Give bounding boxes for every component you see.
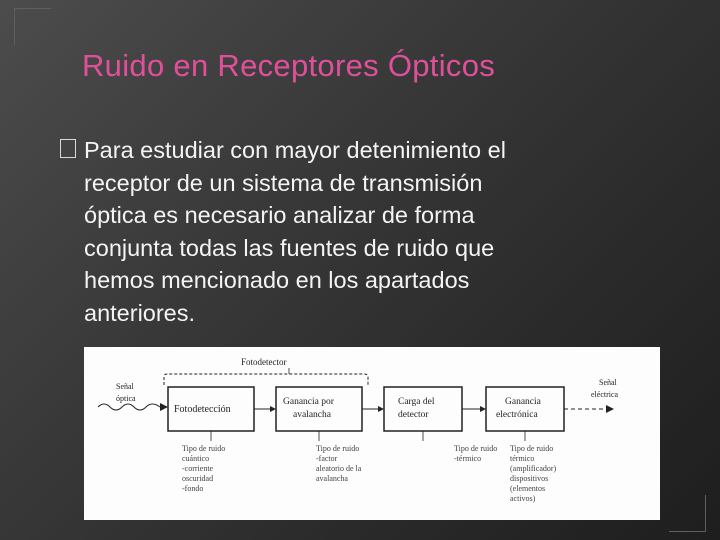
noise-note-2 [316, 444, 362, 483]
output-arrow-icon [606, 405, 614, 413]
block-1-line1: Fotodetección [174, 404, 231, 415]
optical-wave [98, 404, 160, 410]
photodetector-bracket [164, 374, 368, 385]
noise-note-1 [182, 444, 225, 493]
receiver-noise-diagram [84, 347, 660, 520]
note-4-line-6: activos) [510, 494, 536, 503]
noise-note-3 [454, 444, 497, 463]
output-label-1: Señal [599, 378, 617, 387]
arrow-2-icon [378, 406, 384, 412]
note-4-line-4: dispositivos [510, 474, 549, 483]
note-4-line-2: térmico [510, 454, 535, 463]
block-3-line1: Carga del [398, 397, 435, 407]
note-4-line-3: (amplificador) [510, 464, 557, 473]
block-4-line2: electrónica [496, 410, 538, 420]
noise-note-4 [510, 444, 557, 503]
slide-body [60, 134, 660, 329]
block-3-line2: detector [398, 410, 429, 420]
input-label-1: Señal [116, 382, 134, 391]
note-1-line-2: cuántico [182, 454, 210, 463]
block-2-line1: Ganancia por [283, 397, 334, 407]
arrow-3-icon [480, 406, 486, 412]
note-4-line-1: Tipo de ruido [510, 444, 554, 453]
note-4-line-5: (elementos [510, 484, 546, 493]
bullet-text: Para estudiar con mayor detenimiento el receptor de un sistema de transmisión óptica es necesario analizar de forma conjunta todas las fuentes de ruido que hemos mencionado en los apartados anteriores. [84, 137, 506, 326]
block-avalanche-gain [276, 387, 362, 431]
note-1-line-4: oscuridad [182, 474, 214, 483]
arrow-1-icon [270, 406, 276, 412]
block-2-line2: avalancha [293, 410, 331, 420]
note-1-line-3: -corriente [182, 464, 214, 473]
slide-title: Ruido en Receptores Ópticos [82, 48, 496, 83]
note-1-line-5: -fondo [182, 484, 204, 493]
photodetector-label: Fotodetector [241, 357, 287, 367]
block-detector-load [384, 387, 462, 431]
input-label-2: óptica [116, 394, 136, 403]
block-4-line1: Ganancia [505, 397, 541, 407]
bullet-item [60, 134, 660, 329]
note-2-line-4: avalancha [316, 474, 348, 483]
note-3-line-1: Tipo de ruido [454, 444, 498, 453]
corner-bracket-top-left [14, 8, 51, 45]
corner-bracket-bottom-right [669, 495, 706, 532]
note-1-line-1: Tipo de ruido [182, 444, 226, 453]
block-electronic-gain [486, 387, 564, 431]
output-label-2: eléctrica [591, 390, 619, 399]
note-2-line-2: -factor [316, 454, 338, 463]
input-arrow-icon [160, 403, 168, 411]
note-2-line-3: aleatorio de la [316, 464, 362, 473]
diagram-svg [84, 347, 660, 520]
note-3-line-2: -térmico [454, 454, 482, 463]
note-2-line-1: Tipo de ruido [316, 444, 360, 453]
square-bullet-icon [60, 139, 76, 158]
